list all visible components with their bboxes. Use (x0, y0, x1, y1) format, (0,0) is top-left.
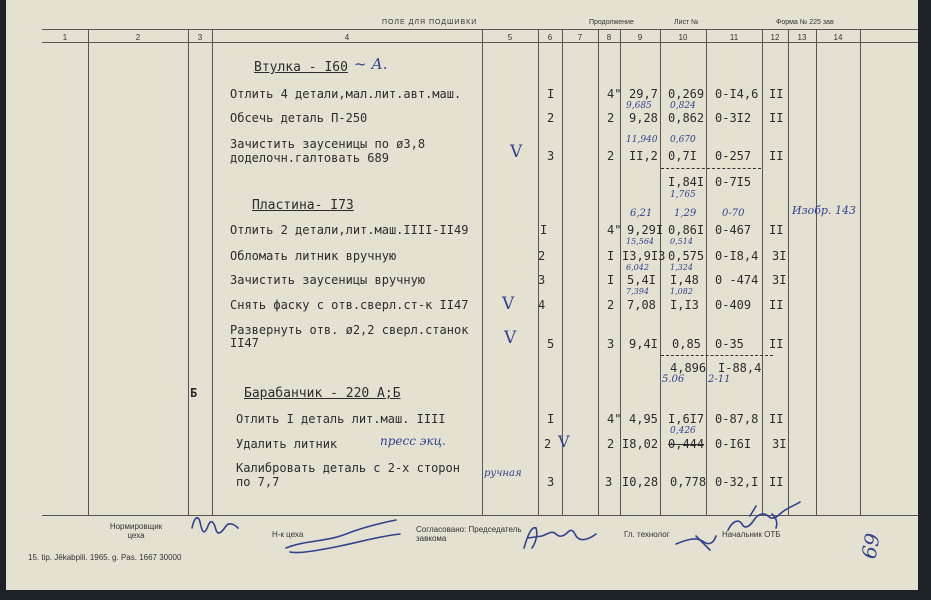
op-number: I (540, 223, 548, 237)
col-num-5: 5 (507, 33, 513, 42)
time-value: 5,4I (627, 273, 656, 287)
col-num-4: 4 (344, 33, 350, 42)
col-num-13: 13 (797, 33, 807, 42)
col-num-11: 11 (729, 33, 739, 42)
form-number-label: Форма № 225 зав (776, 19, 834, 26)
handwritten-note: пресс экц. (380, 434, 446, 448)
otb-head-signature (728, 502, 800, 530)
sheet-number-label: Лист № (674, 19, 699, 26)
handwritten-correction: 0-70 (722, 208, 745, 219)
handwritten-correction: 0,514 (670, 237, 693, 246)
handwritten-note: ручная (484, 468, 522, 479)
op-number: 2 (538, 249, 546, 263)
qty-value: 2 (607, 437, 615, 451)
op-number: 2 (544, 437, 552, 451)
qty-value: I (607, 249, 615, 263)
col-num-7: 7 (577, 33, 583, 42)
cost-value: 0-I6I (715, 437, 752, 451)
check-mark: V (510, 142, 523, 162)
document-sheet (6, 0, 918, 590)
operation-text: Снять фаску с отв.сверл.ст-к II47 (230, 298, 469, 312)
qty-value: 2 (607, 111, 615, 125)
operation-text: Калибровать деталь с 2-х сторон (236, 461, 460, 475)
cost-value: 0-467 (715, 223, 752, 237)
qty-value: 4" (607, 412, 622, 426)
cost-value: 0-257 (715, 149, 752, 163)
time-value: 29,7 (629, 87, 658, 101)
operation-text-line2: по 7,7 (236, 475, 280, 489)
rate-value: 0,778 (670, 475, 707, 489)
shop-head-signature (286, 520, 400, 553)
shop-head-label: Н-к цеха (272, 530, 304, 539)
time-value: 9,28 (629, 111, 658, 125)
rate-value: I,48 (670, 273, 699, 287)
grade-value: II (769, 337, 784, 351)
rate-value: 0,862 (668, 111, 705, 125)
grade-value: II (769, 412, 784, 426)
time-value: 7,08 (627, 298, 656, 312)
op-number: I (547, 87, 555, 101)
col-num-6: 6 (547, 33, 553, 42)
technologist-signature (676, 536, 716, 550)
operation-text: Зачистить заусеницы вручную (230, 273, 426, 287)
signatures (6, 0, 918, 590)
qty-value: 4" (607, 223, 622, 237)
col-num-8: 8 (606, 33, 612, 42)
operation-text: Развернуть отв. ø2,2 сверл.станок (230, 323, 469, 337)
op-number: 2 (547, 111, 555, 125)
normer-signature (192, 518, 238, 533)
op-number: 5 (547, 337, 555, 351)
operation-text: Обломать литник вручную (230, 249, 397, 263)
operation-text: Отлить 4 детали,мал.лит.авт.маш. (230, 87, 462, 101)
technologist-label: Гл. технолог (624, 530, 670, 539)
operation-text-line2: доделочн.галтовать 689 (230, 151, 389, 165)
grade-value: II (769, 298, 784, 312)
handwritten-correction: 0,824 (670, 101, 696, 111)
qty-value: I (607, 273, 615, 287)
op-number: 4 (538, 298, 546, 312)
check-mark: V (502, 294, 515, 314)
rate-value: I,6I7 (668, 412, 705, 426)
binding-field-label: ПОЛЕ ДЛЯ ПОДШИВКИ (382, 19, 478, 26)
col-num-12: 12 (770, 33, 780, 42)
handwritten-correction: 6,042 (626, 263, 649, 272)
time-value: I8,02 (622, 437, 659, 451)
qty-value: 3 (605, 475, 613, 489)
qty-value: 2 (607, 149, 615, 163)
handwritten-correction: 11,940 (626, 135, 658, 145)
grade-value: II (769, 223, 784, 237)
normer-label: Нормировщик цеха (109, 522, 163, 540)
handwritten-total: 5.06 (662, 374, 685, 385)
handwritten-side-note: Изобр. 143 (792, 204, 856, 217)
handwritten-correction: 6,21 (630, 208, 653, 219)
handwritten-total: 2-11 (708, 374, 731, 385)
op-number: 3 (538, 273, 546, 287)
agreed-label: Согласовано: Председатель завкома (416, 525, 522, 543)
grade-value: II (769, 475, 784, 489)
grade-value: II (769, 111, 784, 125)
col-num-14: 14 (833, 33, 843, 42)
cost-value: 0-87,8 (715, 412, 759, 426)
cost-value: 0-I8,4 (715, 249, 759, 263)
section-code: Б (190, 386, 198, 400)
time-value: II,2 (629, 149, 658, 163)
time-value: I3,9I3 (622, 249, 666, 263)
qty-value: 2 (607, 298, 615, 312)
grade-value: 3I (772, 437, 787, 451)
check-mark: V (558, 432, 570, 451)
section-title-bushing: Втулка - I60 (254, 60, 348, 75)
operation-text: Отлить 2 детали,лит.маш.IIII-II49 (230, 223, 469, 237)
rate-value: 0,7I (668, 149, 697, 163)
rate-value: 0,85 (672, 337, 701, 351)
col-num-9: 9 (637, 33, 643, 42)
operation-text: Отлить I деталь лит.маш. IIII (236, 412, 446, 426)
handwritten-correction: 0,426 (670, 426, 696, 436)
time-value: 9,29I (627, 223, 664, 237)
col-num-3: 3 (197, 33, 203, 42)
cost-value: 0-32,I (715, 475, 759, 489)
print-info: 15. tip. Jēkabpili. 1965. g. Pas. 1667 30000 (28, 553, 182, 562)
handwritten-correction: 7,394 (626, 287, 649, 296)
handwritten-correction: 1,082 (670, 287, 693, 296)
total-cost: 0-7I5 (715, 175, 752, 189)
time-value: 4,95 (629, 412, 658, 426)
op-number: 3 (547, 475, 555, 489)
operation-text: Зачистить заусеницы по ø3,8 (230, 137, 426, 151)
section-title-plate: Пластина- I73 (252, 198, 354, 213)
section-title-drum: Барабанчик - 220 А;Б (244, 386, 401, 401)
operation-text-line2: II47 (230, 336, 259, 350)
total-cost: I-88,4 (718, 361, 762, 375)
rate-value: I,I3 (670, 298, 699, 312)
check-mark: V (504, 328, 517, 348)
continuation-label: Продолжение (589, 19, 634, 26)
cost-value: 0-3I2 (715, 111, 752, 125)
operation-text: Удалить литник (236, 437, 338, 451)
handwritten-correction: 0,670 (670, 135, 696, 145)
cost-value: 0 -474 (715, 273, 759, 287)
union-chair-signature (524, 528, 596, 548)
otb-head-label: Начальник ОТБ (722, 530, 781, 539)
handwritten-correction: 15,564 (626, 237, 654, 246)
qty-value: 4" (607, 87, 622, 101)
grade-value: II (769, 87, 784, 101)
qty-value: 3 (607, 337, 615, 351)
op-number: 3 (547, 149, 555, 163)
handwritten-correction: 1,324 (670, 263, 693, 272)
grade-value: II (769, 149, 784, 163)
handwritten-correction: 1,29 (674, 208, 697, 219)
handwritten-total: 1,765 (670, 190, 696, 200)
cost-value: 0-35 (715, 337, 744, 351)
rate-value: 0,269 (668, 87, 705, 101)
handwritten-correction: 9,685 (626, 101, 652, 111)
total-rate: 4,896 (670, 361, 707, 375)
total-rate: I,84I (668, 175, 705, 189)
col-num-1: 1 (62, 33, 68, 42)
grade-value: 3I (772, 273, 787, 287)
page-number: 69 (856, 531, 885, 561)
op-number: I (547, 412, 555, 426)
rate-value: 0,86I (668, 223, 705, 237)
rate-value: 0,575 (668, 249, 705, 263)
grade-value: 3I (772, 249, 787, 263)
time-value: I0,28 (622, 475, 659, 489)
col-num-2: 2 (135, 33, 141, 42)
handwritten-note: ~ А. (354, 55, 388, 73)
col-num-10: 10 (678, 33, 688, 42)
operation-text: Обсечь деталь П-250 (230, 111, 368, 125)
cost-value: 0-409 (715, 298, 752, 312)
cost-value: 0-I4,6 (715, 87, 759, 101)
rate-value: 0,444 (668, 437, 705, 451)
time-value: 9,4I (629, 337, 658, 351)
